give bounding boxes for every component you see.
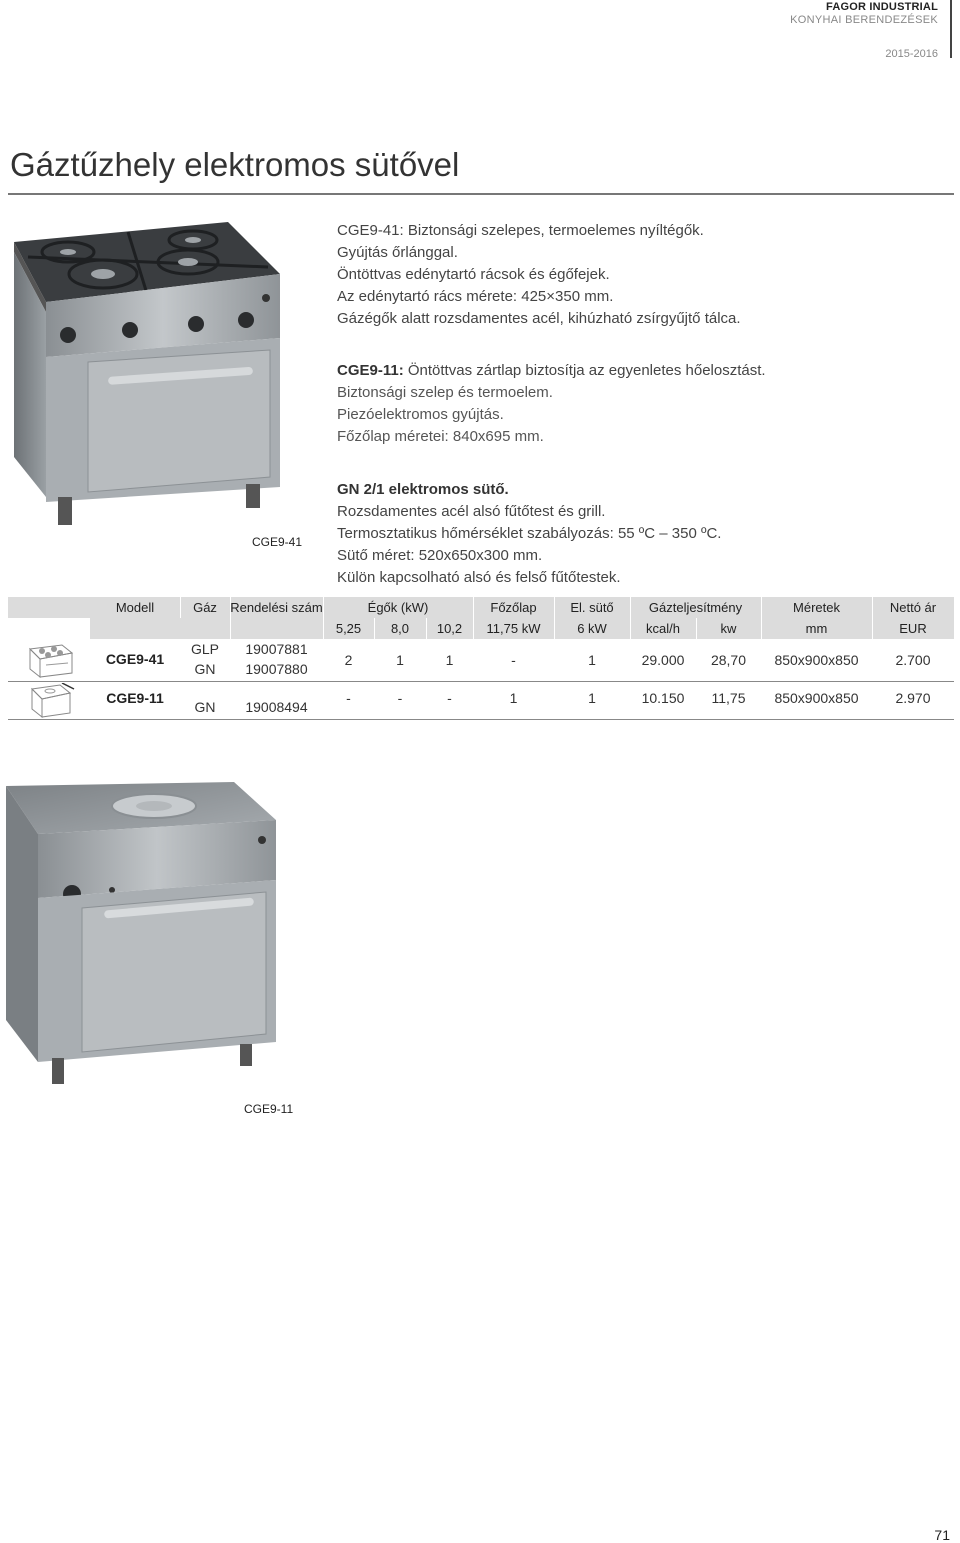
row-order-2: 19007880 [245, 661, 308, 677]
product-table [8, 597, 954, 722]
brand-header [790, 1, 938, 27]
catalog-year: 2015-2016 [885, 48, 938, 60]
row-dimensions: 850x900x850 [774, 690, 859, 706]
desc-line: Termosztatikus hőmérséklet szabályozás: 55 ºC – 350 ºC. [337, 525, 722, 542]
row-el-suto: 1 [588, 690, 596, 706]
product-image-cge9-41 [8, 212, 308, 532]
header-modell: Modell [115, 600, 155, 615]
row-model: CGE9-41 [105, 651, 165, 667]
page-title: Gáztűzhely elektromos sütővel [10, 146, 460, 183]
header-fozolap: Főzőlap [490, 600, 537, 615]
subheader-kw: kw [720, 621, 737, 636]
subheader-el-suto: 6 kW [577, 621, 607, 636]
header-gaz: Gáz [193, 600, 217, 615]
row-kw: 28,70 [710, 652, 747, 668]
row-fozolap: 1 [509, 690, 518, 706]
desc-line: Öntöttvas edénytartó rácsok és égőfejek. [337, 266, 610, 283]
row-gas-2: GN [194, 661, 216, 677]
row-burner-2: - [397, 690, 403, 706]
row-dimensions: 850x900x850 [774, 652, 859, 668]
thumbnail-cge9-41 [26, 641, 76, 679]
row-order-1: 19007881 [245, 641, 308, 657]
subheader-mm: mm [805, 621, 828, 636]
row-gas-1: GN [194, 699, 216, 715]
thumbnail-cge9-11 [26, 683, 76, 719]
desc-line: Biztonsági szelep és termoelem. [337, 384, 553, 401]
subheader-burner-1: 5,25 [335, 621, 362, 636]
desc-model-prefix: CGE9-11: [337, 362, 404, 379]
desc-text: Öntöttvas zártlap biztosítja az egyenletes hőelosztást. [403, 362, 766, 379]
title-divider [8, 193, 954, 195]
row-kw: 11,75 [711, 690, 746, 706]
caption-cge9-41: CGE9-41 [252, 535, 303, 549]
description-block-2 [337, 360, 766, 448]
desc-line: Főzőlap méretei: 840x695 mm. [337, 428, 544, 445]
row-price: 2.700 [895, 652, 931, 668]
row-burner-1: 2 [344, 652, 353, 668]
row-burner-3: - [447, 690, 452, 706]
row-price: 2.970 [895, 690, 931, 706]
row-kcal: 29.000 [641, 652, 685, 668]
desc-line: Az edénytartó rács mérete: 425×350 mm. [337, 288, 614, 305]
page-number: 71 [934, 1527, 950, 1543]
header-netto-ar: Nettó ár [889, 600, 937, 615]
brand-subtitle: KONYHAI BERENDEZÉSEK [790, 14, 938, 26]
desc-line: Gázégők alatt rozsdamentes acél, kihúzható zsírgyűjtő tálca. [337, 310, 741, 327]
row-gas-1: GLP [190, 641, 219, 657]
caption-cge9-11: CGE9-11 [244, 1102, 294, 1116]
desc-line [337, 360, 766, 382]
header-divider [950, 0, 952, 58]
subheader-burner-3: 10,2 [436, 621, 463, 636]
desc-line: Sütő méret: 520x650x300 mm. [337, 547, 543, 564]
row-burner-2: 1 [396, 652, 404, 668]
row-fozolap: - [511, 652, 516, 668]
header-egok: Égők (kW) [367, 600, 429, 615]
header-el-suto: El. sütő [570, 600, 614, 615]
row-el-suto: 1 [588, 652, 596, 668]
product-image-cge9-11 [4, 780, 294, 1100]
subheader-fozolap: 11,75 kW [486, 621, 541, 636]
row-model: CGE9-11 [106, 690, 164, 706]
row-burner-3: 1 [445, 652, 454, 668]
header-gazteljesitmeny: Gázteljesítmény [648, 600, 743, 615]
desc-oven-title: GN 2/1 elektromos sütő. [337, 481, 509, 498]
row-order-1: 19008494 [245, 699, 308, 715]
subheader-kcal: kcal/h [646, 621, 680, 636]
brand-name: FAGOR INDUSTRIAL [826, 1, 938, 13]
desc-line: Rozsdamentes acél alsó fűtőtest és grill. [337, 503, 606, 520]
row-burner-1: - [346, 690, 351, 706]
header-rendelesi-szam: Rendelési szám [230, 600, 323, 615]
subheader-eur: EUR [899, 621, 927, 636]
desc-line: Gyújtás őrlánggal. [337, 244, 458, 261]
header-meretek: Méretek [793, 600, 840, 615]
desc-line: Külön kapcsolható alsó és felső fűtőtestek. [337, 569, 621, 586]
row-kcal: 10.150 [641, 690, 685, 706]
description-block-3 [337, 479, 721, 589]
desc-line: CGE9-41: Biztonsági szelepes, termoelemes nyíltégők. [337, 222, 704, 239]
desc-line: Piezóelektromos gyújtás. [337, 406, 504, 423]
description-block-1 [337, 220, 741, 330]
subheader-burner-2: 8,0 [390, 621, 410, 636]
